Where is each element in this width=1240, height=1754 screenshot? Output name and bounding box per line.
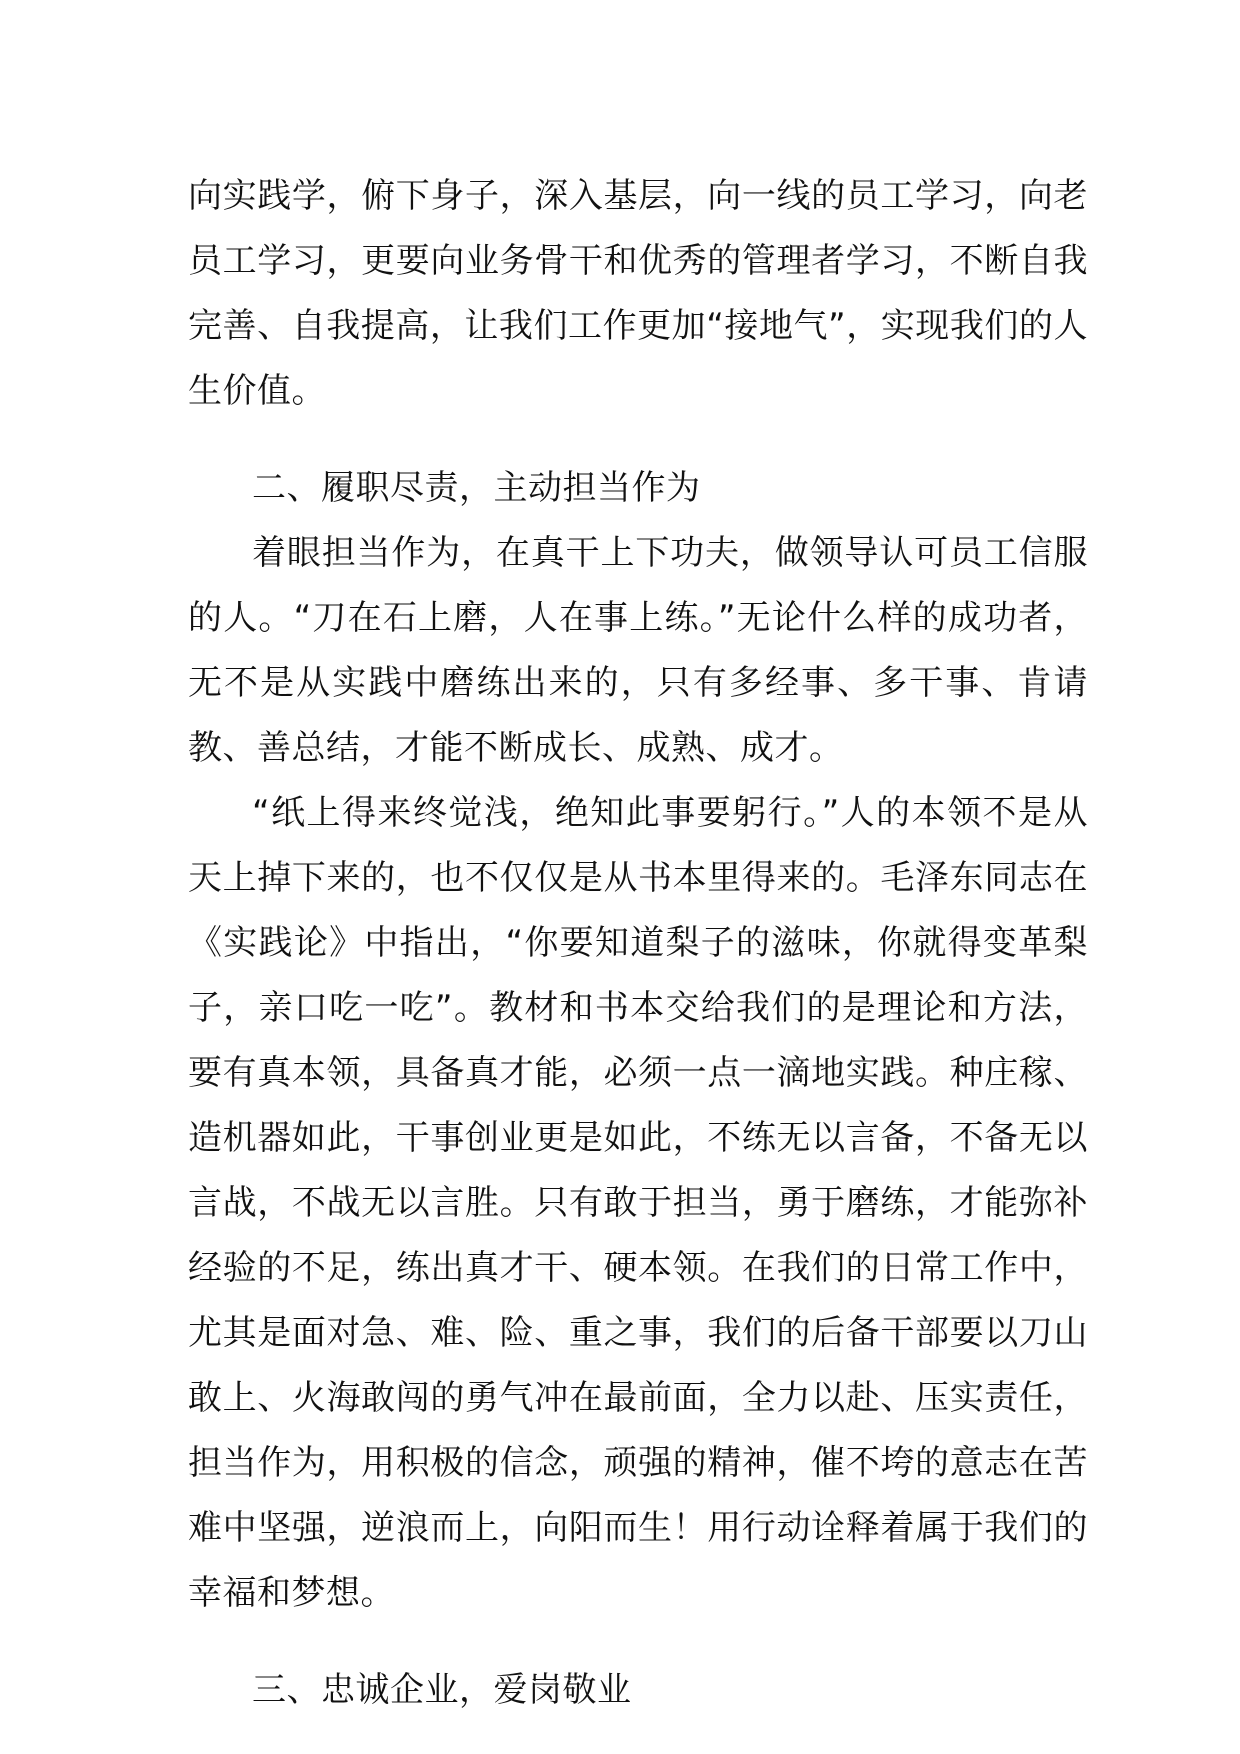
paragraph-continuation: 向实践学，俯下身子，深入基层，向一线的员工学习，向老员工学习，更要向业务骨干和优秀的管理者学习，不断自我完善、自我提高，让我们工作更加“接地气”，实现我们的人生价值。 [188, 176, 1088, 411]
section-heading-2: 二、履职尽责，主动担当作为 [252, 468, 701, 508]
section-heading-3: 三、忠诚企业，爱岗敬业 [252, 1670, 632, 1710]
paragraph-body: 着眼担当作为，在真干上下功夫，做领导认可员工信服的人。“刀在石上磨，人在事上练。”无论什么样的成功者，无不是从实践中磨练出来的，只有多经事、多干事、肯请教、善总结，才能不断成长、成熟、成才。 [188, 533, 1088, 768]
paragraph-body: “纸上得来终觉浅，绝知此事要躬行。”人的本领不是从天上掉下来的，也不仅仅是从书本里得来的。毛泽东同志在《实践论》中指出，“你要知道梨子的滋味，你就得变革梨子，亲口吃一吃”。教材和书本交给我们的是理论和方法，要有真本领，具备真才能，必须一点一滴地实践。种庄稼、造机器如此，干事创业更是如此，不练无以言备，不备无以言战，不战无以言胜。只有敢于担当，勇于磨练，才能弥补经验的不足，练出真才干、硬本领。在我们的日常工作中，尤其是面对急、难、险、重之事，我们的后备干部要以刀山敢上、火海敢闯的勇气冲在最前面，全力以赴、压实责任，担当作为，用积极的信念，顽强的精神，催不垮的意志在苦难中坚强，逆浪而上，向阳而生！用行动诠释着属于我们的幸福和梦想。 [188, 793, 1088, 1613]
document-body [188, 164, 1088, 1723]
